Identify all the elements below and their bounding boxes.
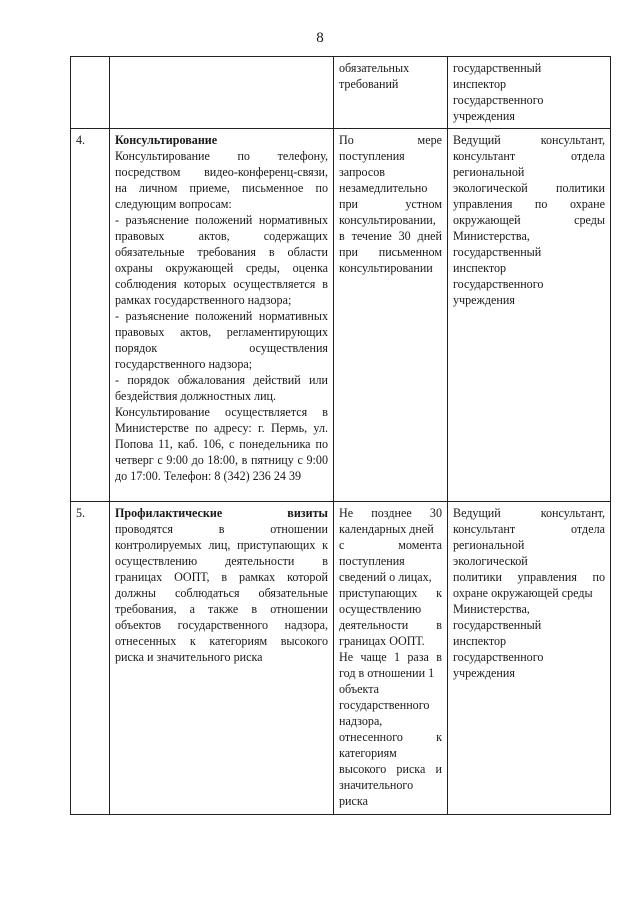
term-line: деятельности в — [339, 618, 442, 632]
term-line: отнесенного к — [339, 730, 442, 744]
term-line: консультировании — [339, 261, 433, 275]
desc-line: рамках государственного надзора; — [115, 293, 292, 307]
responsible-line: государственного — [453, 277, 544, 291]
responsible-line: экологической политики — [453, 181, 605, 195]
cell-responsible — [448, 129, 611, 502]
measures-table — [70, 56, 611, 815]
responsible-line: консультант отдела — [453, 149, 605, 163]
responsible-line: инспектор — [453, 77, 507, 91]
desc-line: Попова 11, каб. 106, с понедельника по — [115, 437, 328, 451]
cell-responsible — [448, 502, 611, 815]
term-line: значительного — [339, 778, 414, 792]
responsible-line: инспектор — [453, 634, 507, 648]
desc-line: Консультирование по телефону, — [115, 149, 328, 163]
term-line: поступления — [339, 149, 405, 163]
desc-line: следующим вопросам: — [115, 197, 232, 211]
desc-line: осуществлению деятельности в — [115, 554, 328, 568]
desc-line: правовых актов, содержащих — [115, 229, 328, 243]
responsible-line: управления по охране — [453, 197, 605, 211]
desc-line: требования, а также в отношении — [115, 602, 328, 616]
row-title: Консультирование — [115, 133, 218, 147]
desc-line: порядок осуществления — [115, 341, 328, 355]
term-line: сведений о лицах, — [339, 570, 432, 584]
term-line: объекта — [339, 682, 380, 696]
term-line: категориям — [339, 746, 397, 760]
desc-line: должны соблюдаться обязательные — [115, 586, 328, 600]
table-row-4 — [71, 129, 611, 502]
cell-responsible — [448, 57, 611, 129]
term-line: приступающих к — [339, 586, 442, 600]
desc-line: бездействия должностных лиц. — [115, 389, 277, 403]
responsible-line: консультант отдела — [453, 522, 605, 536]
desc-line: правовых актов, регламентирующих — [115, 325, 328, 339]
cell-description — [110, 129, 334, 502]
responsible-line: инспектор — [453, 261, 507, 275]
responsible-line: Министерства, — [453, 229, 530, 243]
desc-line: обязательные требования в области — [115, 245, 328, 259]
desc-line: до 17:00. Телефон: 8 (342) 236 24 39 — [115, 469, 302, 483]
responsible-line: экологической — [453, 554, 528, 568]
cell-number: 5. — [71, 502, 110, 815]
term-line: По мере — [339, 133, 442, 147]
desc-line: четверг с 9:00 до 18:00, в пятницу с 9:00 — [115, 453, 328, 467]
term-line: обязательных — [339, 61, 410, 75]
desc-line: - порядок обжалования действий или — [115, 373, 328, 387]
cell-number: 4. — [71, 129, 110, 502]
term-line: год в отношении 1 — [339, 666, 435, 680]
term-line: календарных дней — [339, 522, 434, 536]
term-line: при письменном — [339, 245, 442, 259]
responsible-line: государственный — [453, 618, 542, 632]
desc-line: Министерстве по адресу: г. Пермь, ул. — [115, 421, 328, 435]
responsible-line: Министерства, — [453, 602, 530, 616]
responsible-line: государственного — [453, 650, 544, 664]
responsible-line: региональной — [453, 165, 525, 179]
table-row-5 — [71, 502, 611, 815]
responsible-line: государственный — [453, 61, 542, 75]
responsible-line: окружающей среды — [453, 213, 605, 227]
desc-line: границах ООПТ, в рамках которой — [115, 570, 328, 584]
term-line: государственного — [339, 698, 430, 712]
responsible-line: государственный — [453, 245, 542, 259]
desc-line: посредством видео-конференц-связи, — [115, 165, 328, 179]
desc-line: контролируемых лиц, приступающих к — [115, 538, 328, 552]
term-line: требований — [339, 77, 399, 91]
desc-line: охраны окружающей среды, оценка — [115, 261, 328, 275]
cell-number — [71, 57, 110, 129]
responsible-line: Ведущий консультант, — [453, 133, 605, 147]
cell-description — [110, 502, 334, 815]
term-line: при устном — [339, 197, 442, 211]
cell-term — [334, 129, 448, 502]
table-row-continuation — [71, 57, 611, 129]
desc-line: - разъяснение положений нормативных — [115, 213, 328, 227]
responsible-line: охране окружающей среды — [453, 586, 593, 600]
desc-line: объектов государственного надзора, — [115, 618, 328, 632]
responsible-line: государственного — [453, 93, 544, 107]
term-line: высокого риска и — [339, 762, 442, 776]
responsible-line: учреждения — [453, 666, 515, 680]
desc-line: соблюдения которых осуществляется в — [115, 277, 328, 291]
term-line: границах ООПТ. — [339, 634, 425, 648]
desc-line: государственного надзора; — [115, 357, 253, 371]
desc-line: отнесенных к категориям высокого — [115, 634, 328, 648]
cell-term — [334, 57, 448, 129]
term-line: Не позднее 30 — [339, 506, 442, 520]
row-title: Профилактические визиты — [115, 506, 328, 520]
responsible-line: Ведущий консультант, — [453, 506, 605, 520]
responsible-line: политики управления по — [453, 570, 605, 584]
term-line: запросов — [339, 165, 385, 179]
term-line: риска — [339, 794, 368, 808]
desc-line: Консультирование осуществляется в — [115, 405, 328, 419]
responsible-line: учреждения — [453, 109, 515, 123]
page-number: 8 — [316, 30, 324, 46]
term-line: с момента — [339, 538, 442, 552]
desc-line: риска и значительного риска — [115, 650, 263, 664]
responsible-line: региональной — [453, 538, 525, 552]
cell-term — [334, 502, 448, 815]
term-line: осуществлению — [339, 602, 422, 616]
term-line: в течение 30 дней — [339, 229, 442, 243]
desc-line: проводятся в отношении — [115, 522, 328, 536]
cell-description — [110, 57, 334, 129]
term-line: надзора, — [339, 714, 383, 728]
term-line: поступления — [339, 554, 405, 568]
desc-line: - разъяснение положений нормативных — [115, 309, 328, 323]
desc-line: на личном приеме, письменное по — [115, 181, 328, 195]
responsible-line: учреждения — [453, 293, 515, 307]
term-line: незамедлительно — [339, 181, 428, 195]
term-line: консультировании, — [339, 213, 436, 227]
term-line: Не чаще 1 раза в — [339, 650, 442, 664]
